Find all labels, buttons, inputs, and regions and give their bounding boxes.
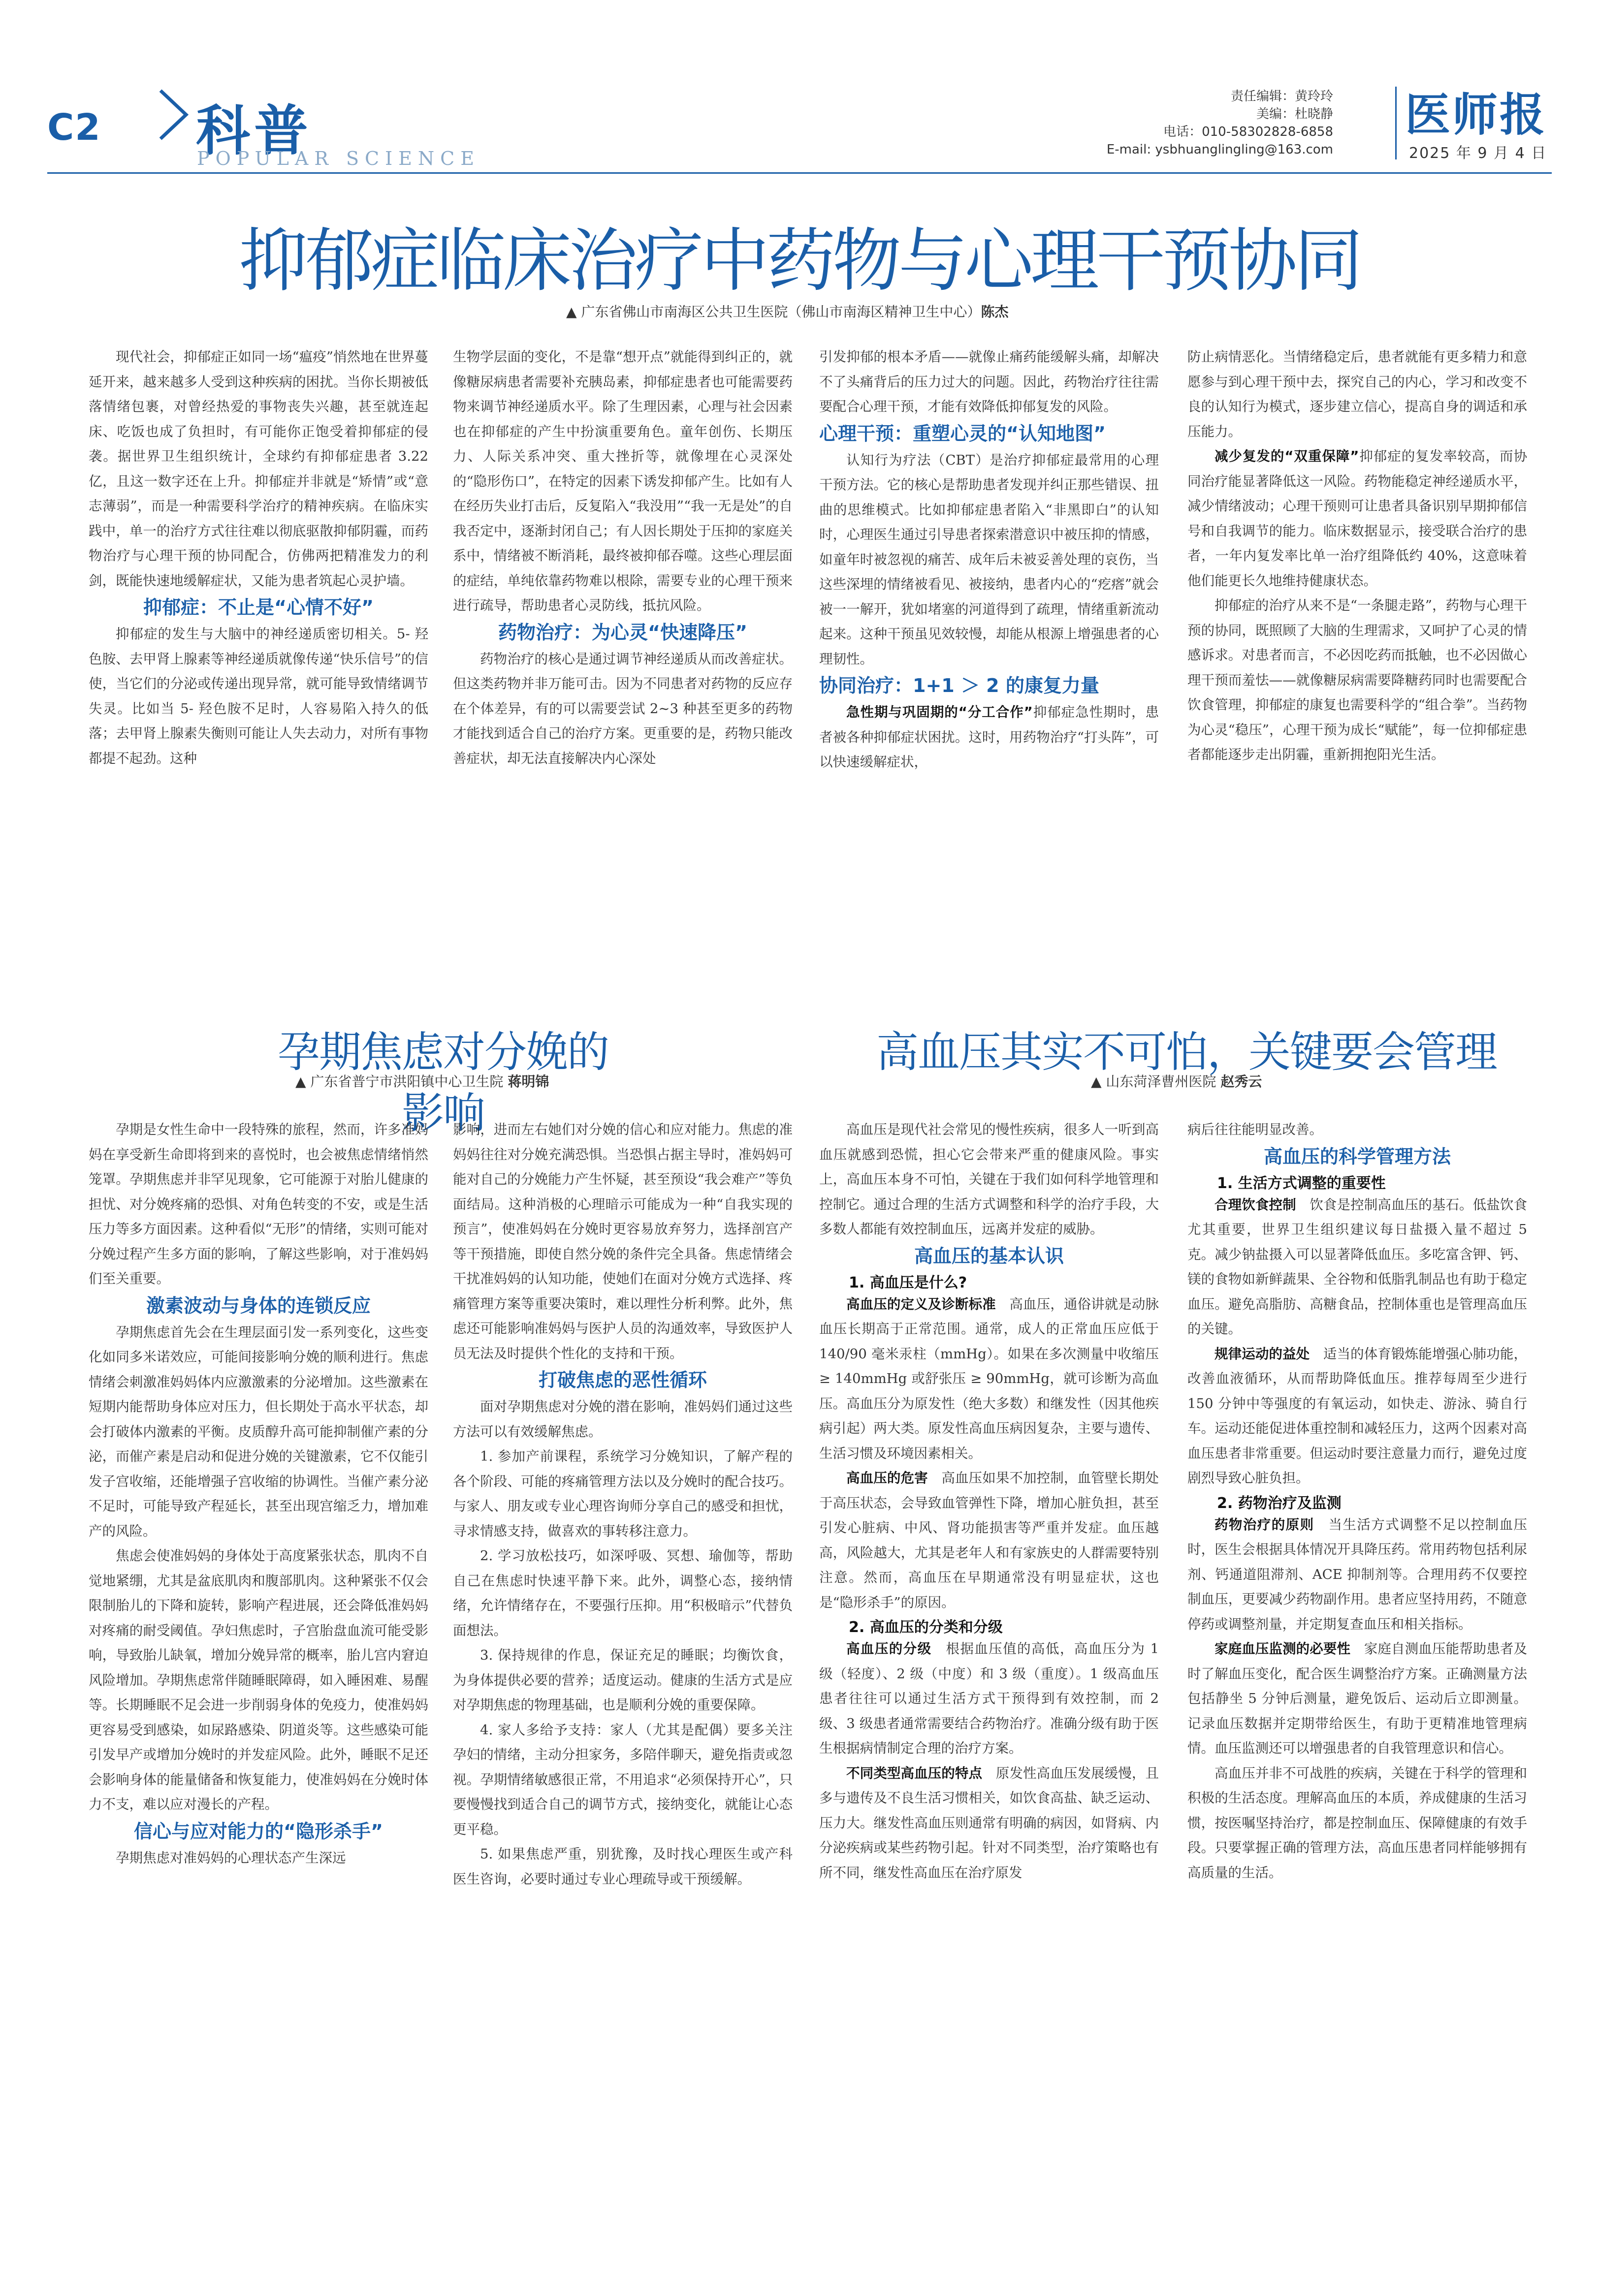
paragraph: 影响，进而左右她们对分娩的信心和应对能力。焦虑的准妈妈往往对分娩充满恐惧。当恐惧占据主导时，准妈妈可能对自己的分娩能力产生怀疑，甚至预设“我会难产”等负面结局。这种消极的心理暗示可能成为一种“自我实现的预言”，使准妈妈在分娩时更容易放弃努力，选择剖宫产等干预措施，即使自然分娩的条件完全具备。焦虑情绪会干扰准妈妈的认知功能，使她们在面对分娩方式选择、疼痛管理方案等重要决策时，难以理性分析利弊。此外，焦虑还可能影响准妈妈与医护人员的沟通效率，导致医护人员无法及时提供个性化的支持和干预。 <box>453 1122 793 1361</box>
lead-in: 家庭血压监测的必要性 <box>1215 1641 1351 1657</box>
paragraph: 高血压是现代社会常见的慢性疾病，很多人一听到高血压就感到恐慌，担心它会带来严重的健康风险。事实上，高血压本身不可怕，关键在于我们如何科学地管理和控制它。通过合理的生活方式调整和科学的治疗手段，大多数人都能有效控制血压，远离并发症的威胁。 <box>819 1122 1159 1237</box>
paragraph: 生物学层面的变化，不是靠“想开点”就能得到纠正的，就像糖尿病患者需要补充胰岛素，抑郁症患者也可能需要药物来调节神经递质水平。除了生理因素，心理与社会因素也在抑郁症的产生中扮演重要角色。童年创伤、长期压力、人际关系冲突、重大挫折等，就像埋在心灵深处的“隐形伤口”，在特定的因素下诱发抑郁产生。比如有人在经历失业打击后，反复陷入“我没用”“我一无是处”的自我否定中，逐渐封闭自己；有人因长期处于压抑的家庭关系中，情绪被不断消耗，最终被抑郁吞噬。这些心理层面的症结，单纯依靠药物难以根除，需要专业的心理干预来进行疏导，帮助患者心灵防线，抵抗风险。 <box>453 349 793 613</box>
paragraph: 孕期焦虑首先会在生理层面引发一系列变化，这些变化如同多米诺效应，可能间接影响分娩的顺利进行。焦虑情绪会刺激准妈妈体内应激激素的分泌增加。这些激素在短期内能帮助身体应对压力，但长期处于高水平状态，却会打破体内激素的平衡。皮质醇升高可能抑制催产素的分泌，而催产素是启动和促进分娩的关键激素，它不仅能引发子宫收缩，还能增强子宫收缩的协调性。当催产素分泌不足时，可能导致产程延长，甚至出现宫缩乏力，增加难产的风险。 <box>89 1324 428 1539</box>
editor-credit: 责任编辑：黄玲玲 <box>1230 89 1333 104</box>
paragraph: 根据血压值的高低，高血压分为 1 级（轻度）、2 级（中度）和 3 级（重度）。1 级高血压患者往往可以通过生活方式干预得到有效控制，而 2 级、3 级患者通常需要结合药物治疗。准确分级有助于医生根据病情制定合理的治疗方案。 <box>819 1641 1159 1756</box>
paragraph: 抑郁症急性期时，患者被各种抑郁症状困扰。这时，用药物治疗“打头阵”，可以快速缓解症状， <box>819 704 1159 770</box>
article1-column-3 <box>819 345 1159 975</box>
newspaper-logo: 医师报 <box>1405 88 1547 141</box>
paragraph: 引发抑郁的根本矛盾——就像止痛药能缓解头痛，却解决不了头痛背后的压力过大的问题。因此，药物治疗往往需要配合心理干预，才能有效降低抑郁复发的风险。 <box>819 349 1159 414</box>
article3-column-1 <box>819 1117 1159 2249</box>
article3-byline: ▲ 山东菏泽曹州医院 赵秀云 <box>1091 1073 1262 1090</box>
subheading: 打破焦虑的恶性循环 <box>538 1369 707 1391</box>
paragraph: 原发性高血压发展缓慢，且多与遗传及不良生活习惯相关，如饮食高盐、缺乏运动、压力大。继发性高血压则通常有明确的病因，如肾病、内分泌疾病或某些药物引起。针对不同类型，治疗策略也有所不同，继发性高血压在治疗原发 <box>819 1765 1159 1881</box>
article2-column-1 <box>89 1117 428 2249</box>
section-title: 科普 <box>196 99 312 162</box>
paragraph: 现代社会，抑郁症正如同一场“瘟疫”悄然地在世界蔓延开来，越来越多人受到这种疾病的困扰。当你长期被低落情绪包裹，对曾经热爱的事物丧失兴趣，甚至就连起床、吃饭也成了负担时，有可能你正饱受着抑郁症的侵袭。据世界卫生组织统计，全球约有抑郁症患者 3.22 亿，且这一数字还在上升。抑郁症并非就是“矫情”或“意志薄弱”，而是一种需要科学治疗的精神疾病。在临床实践中，单一的治疗方式往往难以彻底驱散抑郁阴霾，而药物治疗与心理干预的协同配合，仿佛两把精准发力的利剑，既能快速地缓解症状，又能为患者筑起心灵护墙。 <box>89 349 428 589</box>
paragraph: 抑郁症的复发率较高，而协同治疗能显著降低这一风险。药物能稳定神经递质水平，减少情绪波动；心理干预则可让患者具备识别早期抑郁信号和自我调节的能力。临床数据显示，接受联合治疗的患者，一年内复发率比单一治疗组降低约 40%，这意味着他们能更长久地维持健康状态。 <box>1187 448 1527 589</box>
subheading: 协同治疗：1+1 ＞ 2 的康复力量 <box>819 675 1099 696</box>
article2-byline: ▲ 广东省普宁市洪阳镇中心卫生院 蒋明锦 <box>295 1073 549 1090</box>
article3-author: 赵秀云 <box>1220 1073 1262 1090</box>
subheading: 高血压的基本认识 <box>914 1245 1064 1267</box>
paragraph: 高血压，通俗讲就是动脉血压长期高于正常范围。通常，成人的正常血压应低于 140/90 毫米汞柱（mmHg）。如果在多次测量中收缩压 ≥ 140mmHg 或舒张压 ≥ 90mmHg，就可诊断为高血压。高血压分为原发性（绝大多数）和继发性（因其他疾病引起）两大类。原发性高血压病因复杂，主要与遗传、生活习惯及环境因素相关。 <box>819 1296 1159 1461</box>
header-divider <box>1395 87 1397 159</box>
paragraph: 面对孕期焦虑对分娩的潜在影响，准妈妈们通过这些方法可以有效缓解焦虑。 <box>453 1399 793 1440</box>
paragraph: 4. 家人多给予支持：家人（尤其是配偶）要多关注孕妇的情绪，主动分担家务，多陪伴聊天，避免指责或忽视。孕期情绪敏感很正常，不用追求“必须保持开心”，只要慢慢找到适合自己的调节方式，接纳变化，就能让心态更平稳。 <box>453 1722 793 1837</box>
paragraph: 抑郁症的治疗从来不是“一条腿走路”，药物与心理干预的协同，既照顾了大脑的生理需求，又呵护了心灵的情感诉求。对患者而言，不必因吃药而抵触，也不必因做心理干预而羞怯——就像糖尿病需要降糖药同时也需要配合饮食管理，抑郁症的康复也需要科学的“组合拳”。当药物为心灵“稳压”，心理干预为成长“赋能”，每一位抑郁症患者都能逐步走出阴霾，重新拥抱阳光生活。 <box>1187 598 1527 762</box>
header-rule <box>47 172 1552 174</box>
paragraph: 1. 参加产前课程，系统学习分娩知识，了解产程的各个阶段、可能的疼痛管理方法以及分娩时的配合技巧。与家人、朋友或专业心理咨询师分享自己的感受和担忧，寻求情感支持，做喜欢的事转移注意力。 <box>453 1448 793 1539</box>
page-number: C2 <box>47 106 101 149</box>
paragraph: 药物治疗的核心是通过调节神经递质从而改善症状。但这类药物并非万能可击。因为不同患者对药物的反应存在个体差异，有的可以需要尝试 2~3 种甚至更多的药物才能找到适合自己的治疗方案。更重要的是，药物只能改善症状，却无法直接解决内心深处 <box>453 651 793 766</box>
subheading: 药物治疗：为心灵“快速降压” <box>498 621 747 643</box>
article1-byline: ▲ 广东省佛山市南海区公共卫生医院（佛山市南海区精神卫生中心）陈杰 <box>566 304 1009 320</box>
numbered-heading: 1. 高血压是什么? <box>849 1274 967 1291</box>
contact-email: E-mail: ysbhuanglingling@163.com <box>1106 142 1333 157</box>
paragraph: 当生活方式调整不足以控制血压时，医生会根据具体情况开具降压药。常用药物包括利尿剂、钙通道阻滞剂、ACE 抑制剂等。合理用药不仅要控制血压，更要减少药物副作用。患者应坚持用药，不随意停药或调整剂量，并定期复查血压和相关指标。 <box>1187 1516 1527 1632</box>
paragraph: 家庭自测血压能帮助患者及时了解血压变化，配合医生调整治疗方案。正确测量方法包括静坐 5 分钟后测量，避免饭后、运动后立即测量。记录血压数据并定期带给医生，有助于更精准地管理病情。血压监测还可以增强患者的自我管理意识和信心。 <box>1187 1641 1527 1756</box>
paragraph: 饮食是控制高血压的基石。低盐饮食尤其重要，世界卫生组织建议每日盐摄入量不超过 5 克。减少钠盐摄入可以显著降低血压。多吃富含钾、钙、镁的食物如新鲜蔬果、全谷物和低脂乳制品也有助于稳定血压。避免高脂肪、高糖食品，控制体重也是管理高血压的关键。 <box>1187 1196 1527 1337</box>
numbered-heading: 2. 药物治疗及监测 <box>1217 1494 1342 1512</box>
article1-column-2 <box>453 345 793 975</box>
article1-title: 抑郁症临床治疗中药物与心理干预协同 <box>238 221 1360 301</box>
paragraph: 3. 保持规律的作息，保证充足的睡眠；均衡饮食，为身体提供必要的营养；适度运动。健康的生活方式是应对孕期焦虑的物理基础，也是顺利分娩的重要保障。 <box>453 1647 793 1713</box>
lead-in: 高血压的危害 <box>846 1470 928 1486</box>
lead-in: 合理饮食控制 <box>1215 1196 1296 1213</box>
subheading: 抑郁症：不止是“心情不好” <box>143 597 374 618</box>
article2-title: 孕期焦虑对分娩的影响 <box>278 1028 608 1138</box>
article3-column-2 <box>1187 1117 1527 2249</box>
subheading: 激素波动与身体的连锁反应 <box>146 1294 371 1317</box>
lead-in: 急性期与巩固期的“分工合作” <box>846 704 1033 720</box>
designer-credit: 美编：杜晓静 <box>1256 107 1333 122</box>
subheading: 高血压的科学管理方法 <box>1263 1145 1451 1167</box>
lead-in: 高血压的分级 <box>846 1641 932 1657</box>
issue-date: 2025 年 9 月 4 日 <box>1409 145 1547 162</box>
paragraph: 焦虑会使准妈妈的身体处于高度紧张状态，肌肉不自觉地紧绷，尤其是盆底肌肉和腹部肌肉。这种紧张不仅会限制胎儿的下降和旋转，影响产程进展，还会降低准妈妈对疼痛的耐受阈值。孕妇焦虑时，子宫胎盘血流可能受影响，导致胎儿缺氧，增加分娩异常的概率，胎儿宫内窘迫风险增加。孕期焦虑常伴随睡眠障碍，如入睡困难、易醒等。长期睡眠不足会进一步削弱身体的免疫力，使准妈妈更容易受到感染，如尿路感染、阴道炎等。这些感染可能引发早产或增加分娩时的并发症风险。此外，睡眠不足还会影响身体的能量储备和恢复能力，使准妈妈在分娩时体力不支，难以应对漫长的产程。 <box>89 1548 428 1812</box>
article1-author: 陈杰 <box>981 304 1009 320</box>
lead-in: 药物治疗的原则 <box>1215 1516 1314 1533</box>
paragraph: 5. 如果焦虑严重，别犹豫，及时找心理医生或产科医生咨询，必要时通过专业心理疏导或干预缓解。 <box>453 1846 793 1887</box>
paragraph: 孕期焦虑对准妈妈的心理状态产生深远 <box>116 1850 346 1866</box>
paragraph: 2. 学习放松技巧，如深呼吸、冥想、瑜伽等，帮助自己在焦虑时快速平静下来。此外，调整心态，接纳情绪，允许情绪存在，不要强行压抑。用“积极暗示”代替负面想法。 <box>453 1548 793 1638</box>
article2-column-2 <box>453 1117 793 2249</box>
subheading: 心理干预：重塑心灵的“认知地图” <box>819 422 1106 444</box>
paragraph: 适当的体育锻炼能增强心肺功能，改善血液循环，从而帮助降低血压。推荐每周至少进行 150 分钟中等强度的有氧运动，如快走、游泳、骑自行车。运动还能促进体重控制和减轻压力，这两个因素对高血压患者非常重要。但运动时要注意量力而行，避免过度剧烈导致心脏负担。 <box>1187 1346 1527 1486</box>
paragraph: 认知行为疗法（CBT）是治疗抑郁症最常用的心理干预方法。它的核心是帮助患者发现并纠正那些错误、扭曲的思维模式。比如抑郁症患者陷入“非黑即白”的认知时，心理医生通过引导患者探索潜意识中被压抑的情感，如童年时被忽视的痛苦、成年后未被妥善处理的哀伤，当这些深埋的情绪被看见、被接纳，患者内心的“疙瘩”就会被一一解开，犹如堵塞的河道得到了疏理，情绪重新流动起来。这种干预虽见效较慢，却能从根源上增强患者的心理韧性。 <box>819 452 1159 667</box>
numbered-heading: 1. 生活方式调整的重要性 <box>1217 1174 1386 1192</box>
article2-author: 蒋明锦 <box>508 1073 549 1090</box>
article1-column-4 <box>1187 345 1527 975</box>
paragraph: 孕期是女性生命中一段特殊的旅程，然而，许多准妈妈在享受新生命即将到来的喜悦时，也会被焦虑情绪悄然笼罩。孕期焦虑并非罕见现象，它可能源于对胎儿健康的担忧、对分娩疼痛的恐惧、对角色转变的不安，或是生活压力等多方面因素。这种看似“无形”的情绪，实则可能对分娩过程产生多方面的影响，了解这些影响，对于准妈妈们至关重要。 <box>89 1122 428 1287</box>
subheading: 信心与应对能力的“隐形杀手” <box>134 1820 383 1842</box>
lead-in: 规律运动的益处 <box>1215 1346 1310 1362</box>
paragraph: 防止病情恶化。当情绪稳定后，患者就能有更多精力和意愿参与到心理干预中去，探究自己的内心，学习和改变不良的认知行为模式，逐步建立信心，提高自身的调适和承压能力。 <box>1187 349 1527 440</box>
article3-title: 高血压其实不可怕，关键要会管理 <box>876 1028 1497 1077</box>
paragraph: 高血压并非不可战胜的疾病，关键在于科学的管理和积极的生活态度。理解高血压的本质，养成健康的生活习惯，按医嘱坚持治疗，都是控制血压、保障健康的有效手段。只要掌握正确的管理方法，高血压患者同样能够拥有高质量的生活。 <box>1187 1765 1527 1881</box>
lead-in: 高血压的定义及诊断标准 <box>846 1296 996 1312</box>
article1-column-1 <box>89 345 428 975</box>
chevron-right-icon <box>157 88 191 144</box>
contact-phone: 电话：010-58302828-6858 <box>1163 125 1333 139</box>
paragraph: 抑郁症的发生与大脑中的神经递质密切相关。5- 羟色胺、去甲肾上腺素等神经递质就像传递“快乐信号”的信使，当它们的分泌或传递出现异常，就可能导致情绪调节失灵。比如当 5- 羟色胺不足时，人容易陷入持久的低落；去甲肾上腺素失衡则可能让人失去动力，对所有事物都提不起劲。这种 <box>89 626 428 766</box>
section-subtitle: POPULAR SCIENCE <box>197 148 480 169</box>
lead-in: 减少复发的“双重保障” <box>1215 448 1359 464</box>
paragraph: 病后往往能明显改善。 <box>1187 1122 1323 1137</box>
paragraph: 高血压如果不加控制，血管壁长期处于高压状态，会导致血管弹性下降，增加心脏负担，甚至引发心脏病、中风、肾功能损害等严重并发症。血压越高，风险越大，尤其是老年人和有家族史的人群需要特别注意。然而，高血压在早期通常没有明显症状，这也是“隐形杀手”的原因。 <box>819 1470 1159 1610</box>
lead-in: 不同类型高血压的特点 <box>846 1765 983 1781</box>
numbered-heading: 2. 高血压的分类和分级 <box>849 1619 1003 1636</box>
